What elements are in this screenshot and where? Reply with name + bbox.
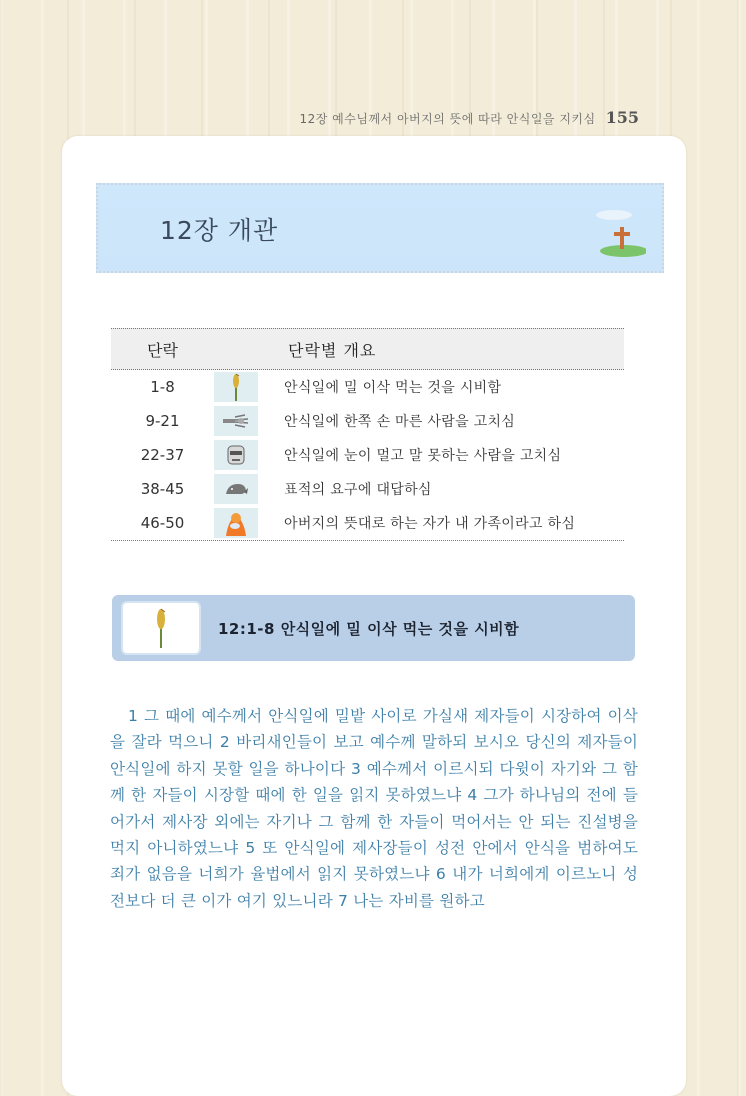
table-row xyxy=(111,472,624,506)
hand-icon xyxy=(214,406,258,436)
header-summary: 단락별 개요 xyxy=(288,340,377,360)
section-banner xyxy=(112,595,635,661)
row-range: 38-45 xyxy=(140,480,185,498)
row-range: 22-37 xyxy=(140,446,185,464)
table-row xyxy=(111,438,624,472)
chapter-title: 12장 개관 xyxy=(160,216,279,245)
table-row xyxy=(111,370,624,404)
row-summary: 안식일에 한쪽 손 마른 사람을 고치심 xyxy=(284,414,516,430)
row-summary: 안식일에 밀 이삭 먹는 것을 시비함 xyxy=(284,380,502,396)
mother-icon xyxy=(214,508,258,538)
running-head-wrap xyxy=(300,108,640,127)
page-number: 155 xyxy=(605,108,639,127)
table-row xyxy=(111,506,624,540)
scripture-text: 1 그 때에 예수께서 안식일에 밀밭 사이로 가실새 제자들이 시장하여 이삭을 잘라 먹으니 2 바리새인들이 보고 예수께 말하되 보시오 당신의 제자들이 안식일에 하지 못할 일을 하나이다 3 예수께서 이르시되 다윗이 자기와 그 함께 한 자들이 시장할 때에 한 일을 읽지 못하였느냐 4 그가 하나님의 전에 들어가서 제사장 외에는 자기나 그 함께 한 자들이 먹어서는 안 되는 진설병을 먹지 아니하였느냐 5 또 안식일에 제사장들이 성전 안에서 안식을 범하여도 죄가 없음을 너희가 율법에서 읽지 못하였느냐 6 내가 너희에게 이르노니 성전보다 더 큰 이가 여기 있느니라 7 나는 자비를 원하고 xyxy=(110,707,638,910)
running-head: 12장 예수님께서 아버지의 뜻에 따라 안식일을 지키심 xyxy=(299,112,596,126)
chapter-banner xyxy=(96,183,664,273)
face-icon xyxy=(214,440,258,470)
cross-on-hill-icon xyxy=(594,205,646,257)
table-bottom-rule xyxy=(111,540,624,541)
table-row xyxy=(111,404,624,438)
row-summary: 안식일에 눈이 멀고 말 못하는 사람을 고치심 xyxy=(284,448,562,464)
overview-table xyxy=(111,328,624,541)
row-range: 46-50 xyxy=(140,514,185,532)
row-range: 1-8 xyxy=(150,378,175,396)
section-title: 12:1-8 안식일에 밀 이삭 먹는 것을 시비함 xyxy=(218,620,520,638)
wheat-icon xyxy=(121,601,201,655)
row-range: 9-21 xyxy=(145,412,180,430)
whale-icon xyxy=(214,474,258,504)
wheat-icon xyxy=(214,372,258,402)
row-summary: 표적의 요구에 대답하심 xyxy=(284,482,432,498)
row-summary: 아버지의 뜻대로 하는 자가 내 가족이라고 하심 xyxy=(284,516,576,532)
table-header xyxy=(111,328,624,370)
header-range: 단락 xyxy=(147,340,178,360)
